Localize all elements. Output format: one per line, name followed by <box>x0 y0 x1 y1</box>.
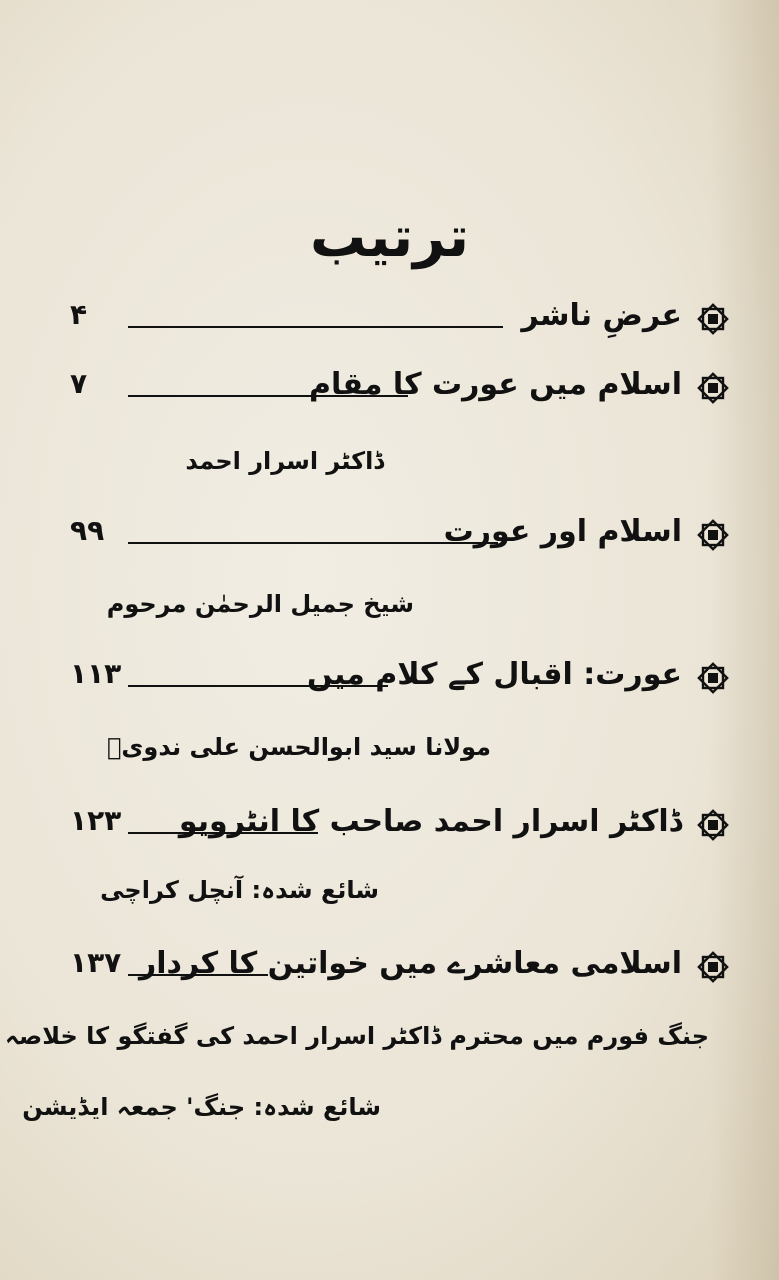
leader-line <box>128 974 268 976</box>
leader-line <box>128 832 318 834</box>
leader-line <box>128 542 498 544</box>
page-title: ترتیب <box>309 205 470 270</box>
leader-line <box>128 685 388 687</box>
toc-entry-title: ڈاکٹر اسرار احمد صاحب کا انٹرویو <box>178 804 682 839</box>
toc-entry-title: اسلام اور عورت <box>443 514 682 549</box>
toc-entry <box>70 512 730 562</box>
toc-entry <box>70 296 730 346</box>
toc-page-number: ۱۳۷ <box>70 946 122 979</box>
toc-entry-publication-note: شائع شدہ: جنگ' جمعہ ایڈیشن <box>22 1093 381 1121</box>
toc-entry <box>70 802 730 852</box>
toc-entry <box>70 655 730 705</box>
ornament-bullet-icon <box>696 302 730 336</box>
toc-page-number: ۴ <box>70 298 88 331</box>
toc-entry-author: مولانا سید ابوالحسن علی ندویؒ <box>107 733 491 761</box>
toc-entry-author: جنگ فورم میں محترم ڈاکٹر اسرار احمد کی گفتگو کا خلاصہ <box>4 1022 709 1050</box>
ornament-bullet-icon <box>696 661 730 695</box>
ornament-bullet-icon <box>696 518 730 552</box>
toc-entry-author: ڈاکٹر اسرار احمد <box>185 447 384 475</box>
toc-entry-title: عرضِ ناشر <box>521 298 682 333</box>
page-edge-shadow <box>709 0 779 1280</box>
leader-line <box>128 326 503 328</box>
toc-entry <box>70 365 730 415</box>
toc-entry-title: عورت: اقبال کے کلام میں <box>306 657 682 692</box>
toc-entry-title: اسلامی معاشرے میں خواتین کا کردار <box>138 946 682 981</box>
toc-page-number: ۱۲۳ <box>70 804 122 837</box>
toc-entry-author: شیخ جمیل الرحمٰن مرحوم <box>106 590 414 618</box>
toc-page-number: ۷ <box>70 367 88 400</box>
toc-entry-author: شائع شدہ: آنچل کراچی <box>100 876 379 904</box>
leader-line <box>128 395 408 397</box>
ornament-bullet-icon <box>696 950 730 984</box>
toc-entry <box>70 944 730 994</box>
ornament-bullet-icon <box>696 808 730 842</box>
toc-entry-title: اسلام میں عورت کا مقام <box>309 367 682 402</box>
toc-page-number: ۱۱۳ <box>70 657 122 690</box>
toc-page-number: ۹۹ <box>70 514 105 547</box>
ornament-bullet-icon <box>696 371 730 405</box>
